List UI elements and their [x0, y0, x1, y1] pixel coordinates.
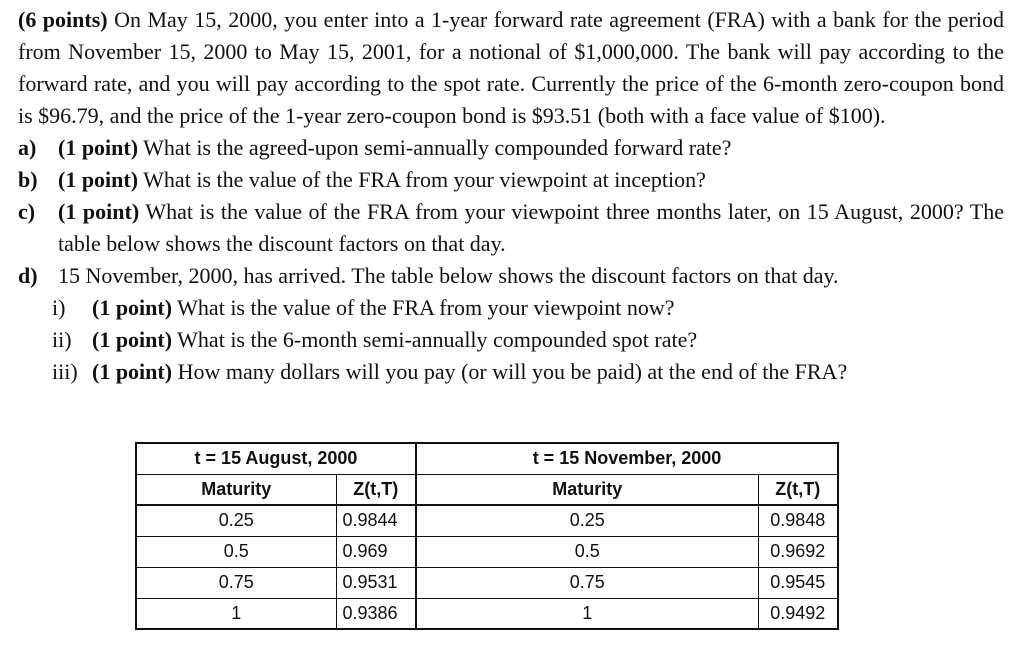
z-cell: 0.9492	[758, 598, 838, 629]
col-z-right: Z(t,T)	[758, 474, 838, 505]
part-b	[18, 164, 1004, 196]
col-z-left: Z(t,T)	[336, 474, 416, 505]
part-points: (1 point)	[58, 135, 139, 160]
subpart-body	[92, 324, 697, 356]
subpart-iii	[52, 356, 1004, 388]
right-table-title: t = 15 November, 2000	[416, 443, 838, 474]
part-text: 15 November, 2000, has arrived. The table below shows the discount factors on that day.	[58, 263, 839, 288]
table-group-header	[136, 443, 838, 474]
part-text: What is the value of the FRA from your viewpoint three months later, on 15 August, 2000? The table below shows the discount factors on that day.	[58, 199, 1004, 256]
z-cell: 0.9692	[758, 536, 838, 567]
maturity-cell: 1	[136, 598, 336, 629]
z-cell: 0.9386	[336, 598, 416, 629]
z-cell: 0.9848	[758, 505, 838, 536]
subpart-points: (1 point)	[92, 295, 173, 320]
maturity-cell: 0.5	[136, 536, 336, 567]
part-body	[58, 164, 1004, 196]
part-body	[58, 132, 1004, 164]
subpart-text: How many dollars will you pay (or will you be paid) at the end of the FRA?	[177, 359, 848, 384]
part-letter: a)	[18, 135, 37, 160]
problem-text	[18, 4, 1004, 388]
subpart-i	[52, 292, 1004, 324]
z-cell: 0.9844	[336, 505, 416, 536]
table-column-header	[136, 474, 838, 505]
part-body	[58, 196, 1004, 260]
maturity-cell: 0.75	[136, 567, 336, 598]
table-row	[136, 598, 838, 629]
problem-intro	[18, 4, 1004, 132]
maturity-cell: 0.75	[416, 567, 758, 598]
subpart-numeral: ii)	[52, 327, 72, 352]
maturity-cell: 0.25	[416, 505, 758, 536]
part-points: (1 point)	[58, 167, 139, 192]
subpart-text: What is the 6-month semi-annually compounded spot rate?	[177, 327, 698, 352]
part-d	[18, 260, 1004, 292]
part-letter: c)	[18, 199, 36, 224]
part-letter: b)	[18, 167, 38, 192]
col-maturity-left: Maturity	[136, 474, 336, 505]
subpart-body	[92, 292, 675, 324]
part-a	[18, 132, 1004, 164]
part-body	[58, 260, 1004, 292]
subpart-points: (1 point)	[92, 359, 173, 384]
subpart-ii	[52, 324, 1004, 356]
table-row	[136, 567, 838, 598]
z-cell: 0.969	[336, 536, 416, 567]
part-text: What is the value of the FRA from your viewpoint at inception?	[143, 167, 706, 192]
maturity-cell: 1	[416, 598, 758, 629]
subpart-numeral: i)	[52, 295, 66, 320]
part-letter: d)	[18, 263, 38, 288]
table-row	[136, 536, 838, 567]
z-cell: 0.9545	[758, 567, 838, 598]
subpart-text: What is the value of the FRA from your viewpoint now?	[177, 295, 675, 320]
subpart-points: (1 point)	[92, 327, 173, 352]
part-c	[18, 196, 1004, 260]
subpart-numeral: iii)	[52, 359, 78, 384]
left-table-title: t = 15 August, 2000	[136, 443, 416, 474]
table-row	[136, 505, 838, 536]
subpart-body	[92, 356, 847, 388]
discount-factor-table	[135, 442, 839, 630]
maturity-cell: 0.5	[416, 536, 758, 567]
part-points: (1 point)	[58, 199, 140, 224]
maturity-cell: 0.25	[136, 505, 336, 536]
col-maturity-right: Maturity	[416, 474, 758, 505]
part-text: What is the agreed-upon semi-annually compounded forward rate?	[143, 135, 732, 160]
points-label: (6 points)	[18, 7, 108, 32]
z-cell: 0.9531	[336, 567, 416, 598]
intro-text: On May 15, 2000, you enter into a 1-year forward rate agreement (FRA) with a bank for the period from November 15, 2000 to May 15, 2001, for a notional of $1,000,000. The bank will pay according to the forward rate, and you will pay according to the spot rate. Currently the price of the 6-month zero-coupon bond is $96.79, and the price of the 1-year zero-coupon bond is $93.51 (both with a face value of $100).	[18, 7, 1005, 128]
